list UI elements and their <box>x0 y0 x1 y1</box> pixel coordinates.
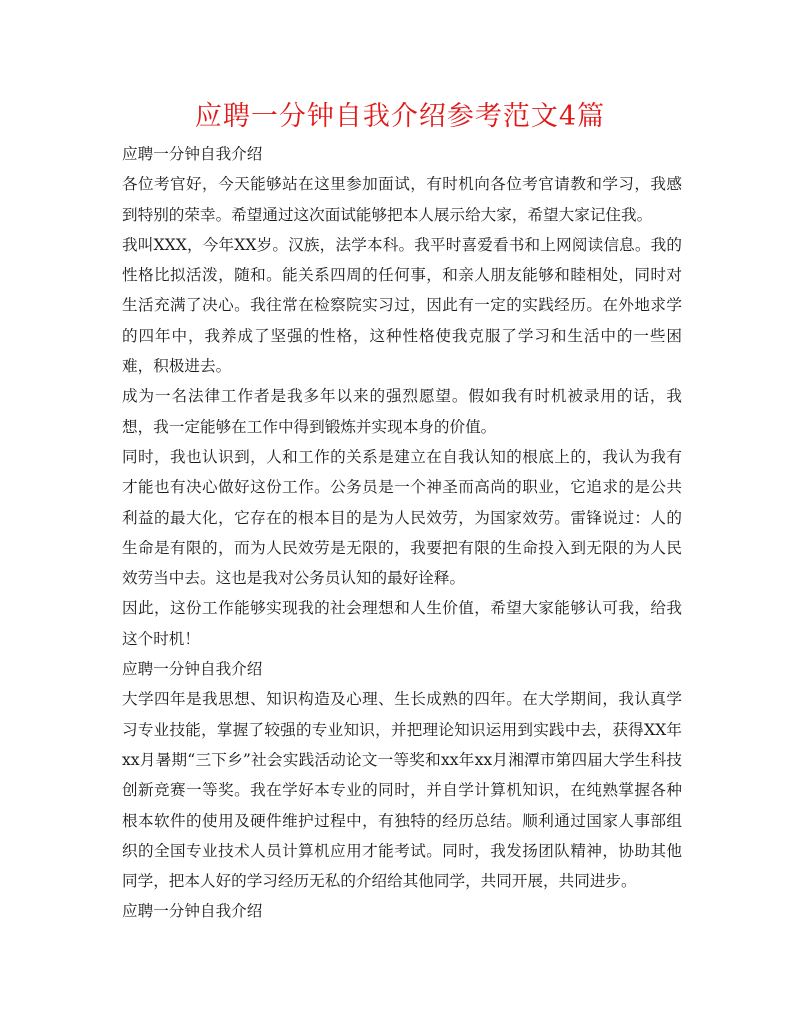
section-heading: 应聘一分钟自我介绍 <box>122 145 263 163</box>
paragraph: 我叫XXX，今年XX岁。汉族，法学本科。我平时喜爱看书和上网阅读信息。我的性格比拟活泼，随和。能关系四周的任何事，和亲人朋友能够和睦相处，同时对生活充满了决心。我往常在检察院实习过，因此有一定的实践经历。在外地求学的四年中，我养成了坚强的性格，这种性格使我克服了学习和生活中的一些困难，积极进去。 <box>122 235 682 376</box>
paragraph: 因此，这份工作能够实现我的社会理想和人生价值，希望大家能够认可我，给我这个时机！ <box>122 599 682 648</box>
section-heading: 应聘一分钟自我介绍 <box>122 902 263 921</box>
document-body <box>122 139 682 927</box>
section-heading: 应聘一分钟自我介绍 <box>122 660 263 679</box>
paragraph: 各位考官好，今天能够站在这里参加面试，有时机向各位考官请教和学习，我感到特别的荣幸。希望通过这次面试能够把本人展示给大家，希望大家记住我。 <box>122 175 682 224</box>
document-title: 应聘一分钟自我介绍参考范文4篇 <box>194 101 606 132</box>
paragraph: 成为一名法律工作者是我多年以来的强烈愿望。假如我有时机被录用的话，我想，我一定能够在工作中得到锻炼并实现本身的价值。 <box>122 387 682 436</box>
paragraph: 大学四年是我思想、知识构造及心理、生长成熟的四年。在大学期间，我认真学习专业技能，掌握了较强的专业知识，并把理论知识运用到实践中去，获得XX年xx月暑期“三下乡”社会实践活动论文一等奖和xx年xx月湘潭市第四届大学生科技创新竞赛一等奖。我在学好本专业的同时，并自学计算机知识，在纯熟掌握各种根本软件的使用及硬件维护过程中，有独特的经历总结。顺利通过国家人事部组织的全国专业技术人员计算机应用才能考试。同时，我发扬团队精神，协助其他同学，把本人好的学习经历无私的介绍给其他同学，共同开展，共同进步。 <box>122 690 682 891</box>
paragraph: 同时，我也认识到，人和工作的关系是建立在自我认知的根底上的，我认为我有才能也有决心做好这份工作。公务员是一个神圣而高尚的职业，它追求的是公共利益的最大化，它存在的根本目的是为人民效劳，为国家效劳。雷锋说过：人的生命是有限的，而为人民效劳是无限的，我要把有限的生命投入到无限的为人民效劳当中去。这也是我对公务员认知的最好诠释。 <box>122 447 682 588</box>
